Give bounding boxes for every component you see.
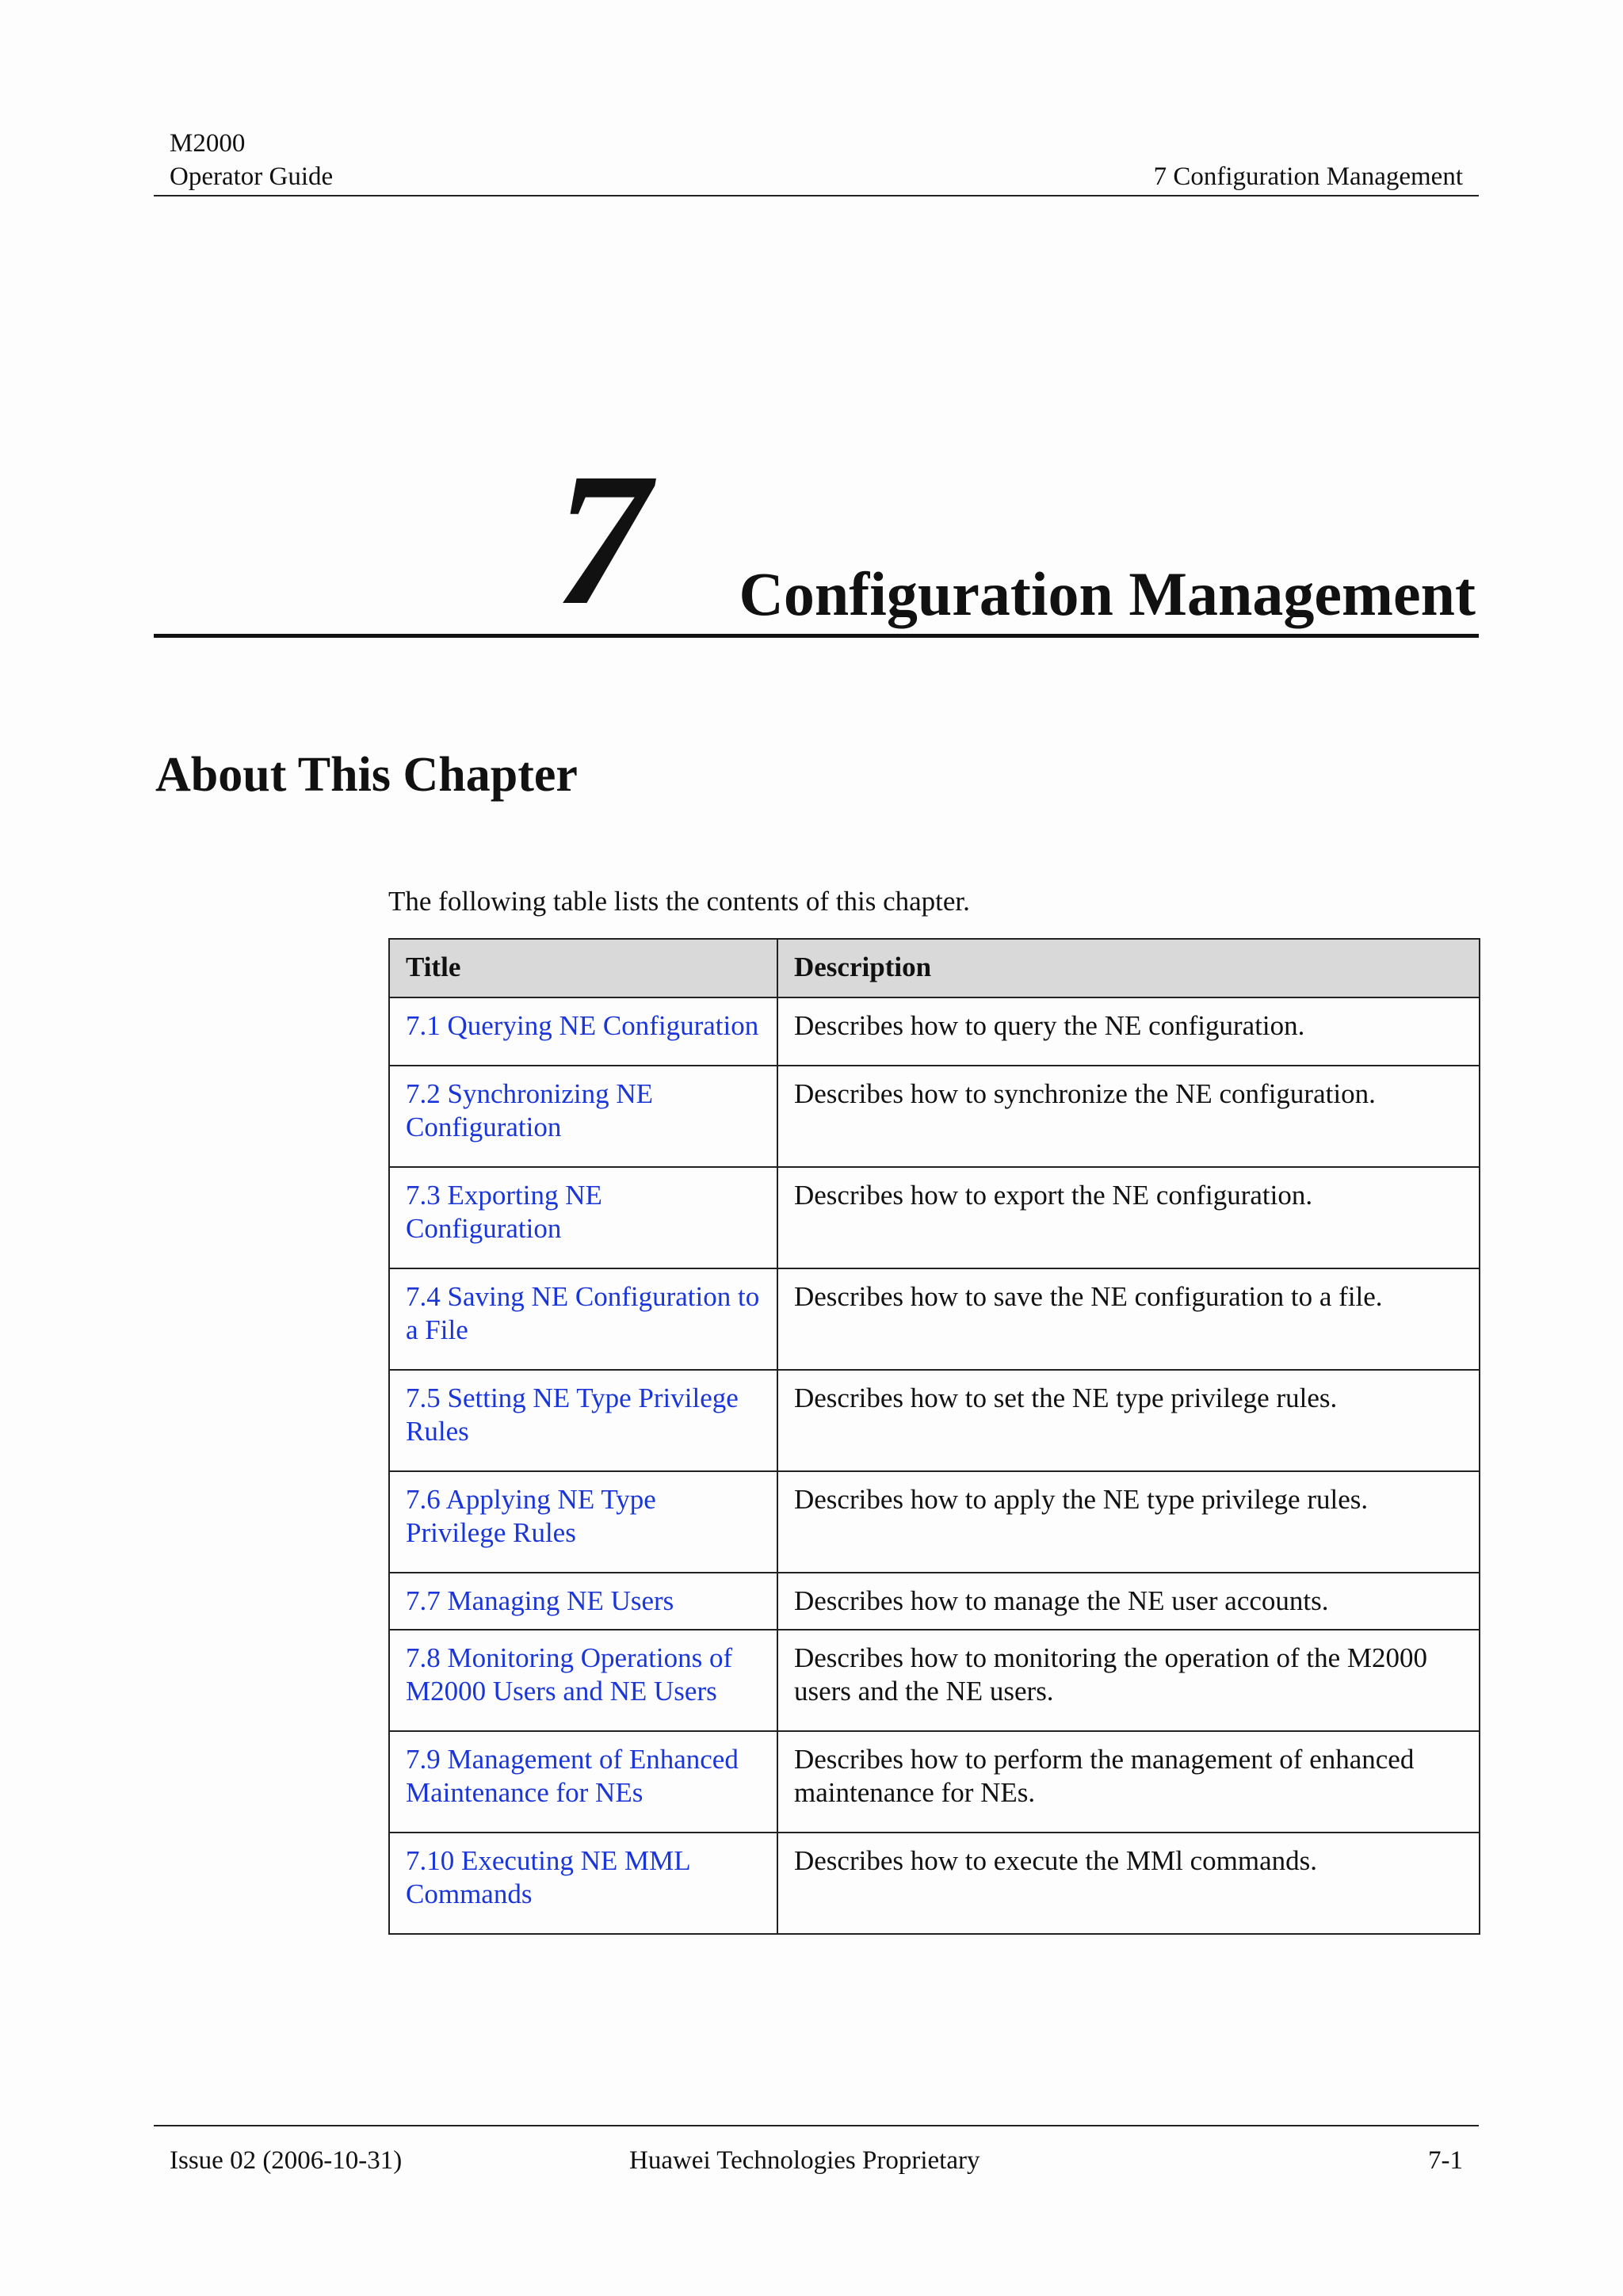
header-product: M2000 [170,129,246,158]
section-link[interactable]: 7.3 Exporting NE Configuration [389,1167,777,1268]
section-description: Describes how to monitoring the operation of the M2000 users and the NE users. [777,1630,1480,1731]
chapter-title: Configuration Management [739,559,1476,628]
chapter-number: 7 [555,433,650,644]
footer-issue: Issue 02 (2006-10-31) [170,2146,403,2175]
column-header-description: Description [777,939,1480,997]
section-link[interactable]: 7.5 Setting NE Type Privilege Rules [389,1370,777,1471]
table-row [389,1573,1480,1630]
section-description: Describes how to query the NE configuration. [777,997,1480,1066]
section-link[interactable]: 7.2 Synchronizing NE Configuration [389,1066,777,1167]
footer-owner: Huawei Technologies Proprietary [629,2146,980,2175]
table-row [389,1066,1480,1167]
contents-table [388,938,1480,1935]
column-header-title: Title [389,939,777,997]
section-description: Describes how to perform the management of enhanced maintenance for NEs. [777,1731,1480,1833]
section-description: Describes how to apply the NE type privilege rules. [777,1471,1480,1573]
section-description: Describes how to save the NE configuration to a file. [777,1268,1480,1370]
section-intro: The following table lists the contents of this chapter. [388,886,970,917]
page-header [154,127,1479,196]
section-link[interactable]: 7.7 Managing NE Users [389,1573,777,1630]
table-row [389,1731,1480,1833]
section-link[interactable]: 7.4 Saving NE Configuration to a File [389,1268,777,1370]
section-description: Describes how to export the NE configuration. [777,1167,1480,1268]
table-row [389,1167,1480,1268]
section-link[interactable]: 7.9 Management of Enhanced Maintenance for NEs [389,1731,777,1833]
table-row [389,1471,1480,1573]
section-description: Describes how to synchronize the NE configuration. [777,1066,1480,1167]
section-heading: About This Chapter [155,748,578,802]
section-link[interactable]: 7.8 Monitoring Operations of M2000 Users and NE Users [389,1630,777,1731]
table-header-row [389,939,1480,997]
page-footer [154,2125,1479,2175]
table-row [389,997,1480,1066]
section-link[interactable]: 7.10 Executing NE MML Commands [389,1833,777,1934]
header-doc-title: Operator Guide [170,162,334,191]
footer-page-number: 7-1 [1428,2146,1463,2175]
section-description: Describes how to manage the NE user accounts. [777,1573,1480,1630]
table-row [389,1630,1480,1731]
chapter-rule [154,634,1479,638]
header-chapter: 7 Configuration Management [1153,162,1463,191]
section-link[interactable]: 7.1 Querying NE Configuration [389,997,777,1066]
table-row [389,1268,1480,1370]
section-description: Describes how to execute the MMl commands. [777,1833,1480,1934]
section-link[interactable]: 7.6 Applying NE Type Privilege Rules [389,1471,777,1573]
table-row [389,1370,1480,1471]
section-description: Describes how to set the NE type privilege rules. [777,1370,1480,1471]
table-row [389,1833,1480,1934]
